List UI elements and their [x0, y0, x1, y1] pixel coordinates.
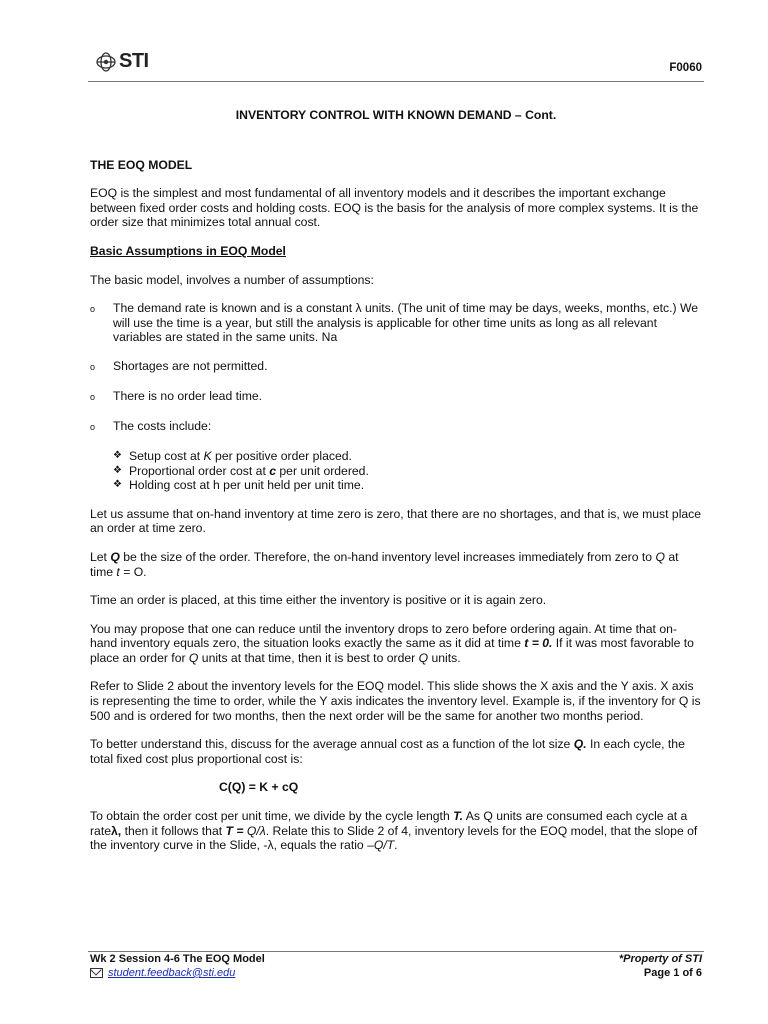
footer-rule [88, 951, 704, 952]
time-paragraph: Time an order is placed, at this time either the inventory is positive or it is again zero. [90, 593, 547, 608]
title-suffix: – Cont. [511, 108, 557, 122]
circle-bullet-icon: o [90, 304, 96, 315]
footer-contact [90, 967, 235, 979]
cost-var: c [269, 463, 277, 478]
globe-icon [95, 51, 117, 73]
assume-paragraph: Let us assume that on-hand inventory at time zero is zero, that there are no shortages, and that is, we must place an order at time zero. [90, 506, 702, 536]
bullet-text: The costs include: [113, 418, 212, 433]
circle-bullet-icon: o [90, 361, 96, 372]
cost-text: Holding cost at h per unit held per unit time. [129, 478, 365, 493]
propose-paragraph: You may propose that one can reduce until the inventory drops to zero before ordering again. At time that on-hand inventory equals zero, the situation looks exactly the same as it did at time t = 0. If it was most favorable to place an order for Q units at that time, then it is best to order Q units. [90, 621, 694, 665]
cost-formula: C(Q) = K + cQ [219, 780, 299, 795]
list-item [90, 359, 702, 375]
diamond-bullet-icon: ❖ [113, 464, 122, 476]
list-item [90, 389, 702, 405]
cost-text: Setup cost at [129, 448, 204, 463]
cost-item [90, 478, 702, 493]
assumptions-lead: The basic model, involves a number of assumptions: [90, 272, 374, 287]
title-main: INVENTORY CONTROL WITH KNOWN DEMAND [235, 108, 512, 122]
cost-text: Proportional order cost at [129, 463, 270, 478]
cost-text: per positive order placed. [211, 448, 352, 463]
diamond-bullet-icon: ❖ [113, 479, 122, 491]
page-title [90, 108, 702, 123]
circle-bullet-icon: o [90, 391, 96, 402]
logo-text: STI [119, 50, 149, 72]
footer-session: Wk 2 Session 4-6 The EOQ Model [90, 953, 265, 965]
diamond-bullet-icon: ❖ [113, 449, 122, 461]
footer-property: *Property of STI [618, 953, 702, 965]
sti-logo [95, 50, 149, 73]
cost-item [90, 449, 702, 464]
cost-var: K [203, 448, 212, 463]
cost-item [90, 464, 702, 479]
cost-list [90, 449, 702, 493]
order-size-paragraph: Let Q be the size of the order. Therefore, the on-hand inventory level increases immediately from zero to Q at time t = O. [90, 549, 679, 579]
bullet-text: Shortages are not permitted. [113, 358, 268, 373]
page-number: Page 1 of 6 [643, 967, 702, 979]
list-item [90, 419, 702, 435]
circle-bullet-icon: o [90, 421, 96, 432]
bullet-text: The demand rate is known and is a constant λ units. (The unit of time may be days, weeks, months, etc.) We will use the time is a year, but still the analysis is applicable for other time units as long as all relevant variables are stated in the same units. Na [113, 301, 699, 345]
slide-paragraph: Refer to Slide 2 about the inventory levels for the EOQ model. This slide shows the X axis and the Y axis. X axis is representing the time to order, while the Y axis indicates the inventory level. Example is, if the inventory for Q is 500 and is ordered for two months, then the next order will be the same for another two months period. [90, 679, 701, 723]
cost-paragraph: To better understand this, discuss for the average annual cost as a function of the lot size Q. In each cycle, the total fixed cost plus proportional cost is: [90, 737, 685, 766]
intro-paragraph: EOQ is the simplest and most fundamental of all inventory models and it describes the important exchange between fixed order costs and holding costs. EOQ is the basis for the analysis of more complex systems. It is the order size that minimizes total annual cost. [90, 186, 699, 230]
subheading: Basic Assumptions in EOQ Model [90, 243, 286, 258]
header-rule [88, 81, 704, 82]
list-item [90, 301, 702, 345]
feedback-email-link[interactable]: student.feedback@sti.edu [108, 967, 236, 979]
bullet-text: There is no order lead time. [113, 388, 263, 403]
section-heading: THE EOQ MODEL [90, 157, 193, 172]
order-cost-paragraph: To obtain the order cost per unit time, we divide by the cycle length T. As Q units are consumed each cycle at a rateλ, then it follows that T = Q/λ. Relate this to Slide 2 of 4, inventory levels for the EOQ model, that the slope of the inventory curve in the Slide, -λ, equals the ratio –Q/T. [90, 809, 698, 853]
main-content [90, 108, 702, 867]
envelope-icon [90, 968, 103, 978]
cost-text: per unit ordered. [276, 463, 369, 478]
document-code: F0060 [669, 62, 702, 74]
